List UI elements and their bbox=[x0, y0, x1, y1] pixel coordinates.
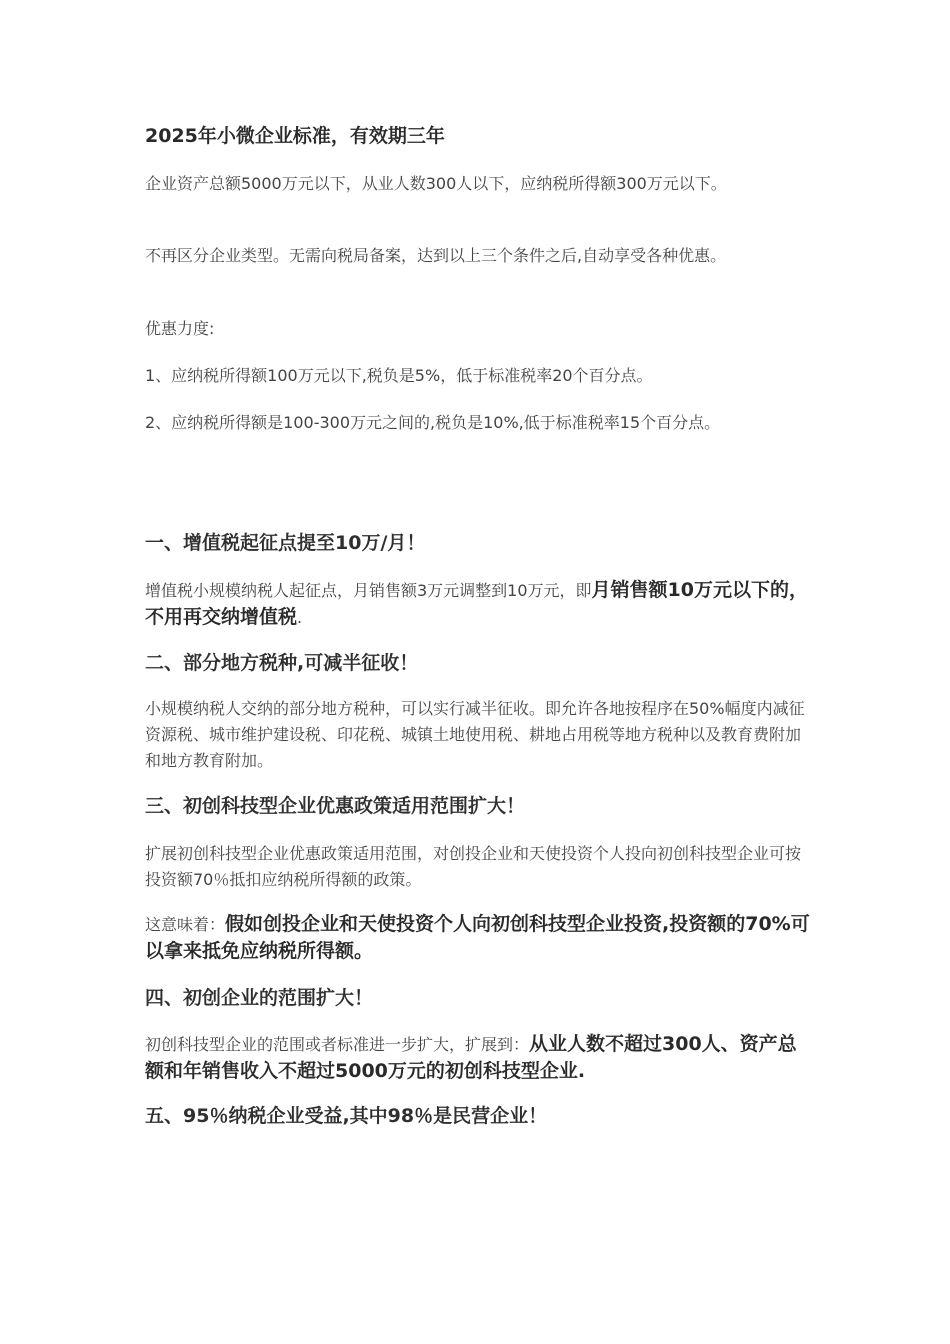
section-heading-2: 二、部分地方税种,可减半征收！ bbox=[145, 652, 419, 674]
section-paragraph-3: 扩展初创科技型企业优惠政策适用范围，对创投企业和天使投资个人投向初创科技型企业可按投资额70％抵扣应纳税所得额的政策。 bbox=[145, 844, 802, 889]
section-paragraph-4 bbox=[145, 1031, 810, 1085]
intro-paragraph-1: 企业资产总额5000万元以下，从业人数300人以下，应纳税所得额300万元以下。 bbox=[145, 174, 727, 193]
section-heading-4: 四、初创企业的范围扩大！ bbox=[145, 987, 374, 1009]
section-1-text-normal: 增值税小规模纳税人起征点，月销售额3万元调整到10万元，即 bbox=[145, 581, 592, 600]
benefit-item-1: 1、应纳税所得额100万元以下,税负是5%，低于标准税率20个百分点。 bbox=[145, 366, 653, 385]
section-4-text-bold: 从业人数不超过300人、资产总额和年销售收入不超过5000万元的初创科技型企业. bbox=[145, 1033, 797, 1082]
section-heading-5: 五、95％纳税企业受益,其中98％是民营企业！ bbox=[145, 1105, 548, 1127]
benefit-item-2: 2、应纳税所得额是100-300万元之间的,税负是10%,低于标准税率15个百分点。 bbox=[145, 413, 721, 432]
section-4-text-normal: 初创科技型企业的范围或者标准进一步扩大，扩展到： bbox=[145, 1035, 530, 1054]
benefit-label: 优惠力度: bbox=[145, 319, 215, 338]
section-heading-1: 一、增值税起征点提至10万/月！ bbox=[145, 532, 426, 554]
intro-paragraph-2: 不再区分企业类型。无需向税局备案，达到以上三个条件之后,自动享受各种优惠。 bbox=[145, 246, 727, 265]
section-heading-3: 三、初创科技型企业优惠政策适用范围扩大！ bbox=[145, 795, 526, 817]
section-1-text-bold: 月销售额10万元以下的，不用再交纳增值税 bbox=[145, 579, 808, 628]
section-3-text2-normal: 这意味着： bbox=[145, 915, 226, 934]
section-paragraph-3b bbox=[145, 911, 810, 965]
section-paragraph-2: 小规模纳税人交纳的部分地方税种，可以实行减半征收。即允许各地按程序在50%幅度内减征资源税、城市维护建设税、印花税、城镇土地使用税、耕地占用税等地方税种以及教育费附加和地方教育附加。 bbox=[145, 699, 805, 770]
document-title: 2025年小微企业标准，有效期三年 bbox=[145, 125, 445, 147]
section-3-text2-bold: 假如创投企业和天使投资个人向初创科技型企业投资,投资额的70%可以拿来抵免应纳税所得额。 bbox=[145, 913, 810, 962]
section-1-text-tail: . bbox=[297, 608, 303, 627]
section-paragraph-1 bbox=[145, 577, 810, 631]
